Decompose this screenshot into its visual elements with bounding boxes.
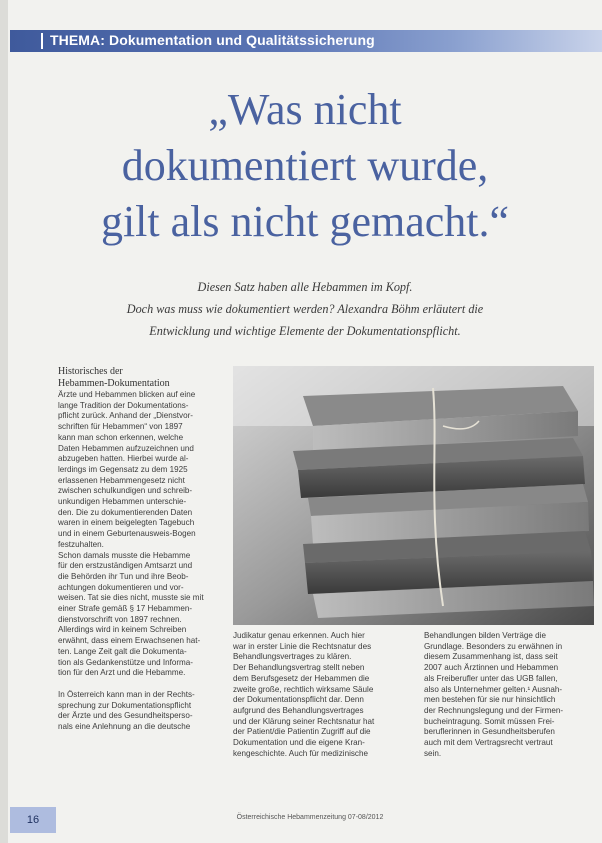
text-line: der Rechnungslegung und der Firmen- xyxy=(424,705,564,715)
text-line: erlassenen Hebammengesetz nicht xyxy=(58,475,185,485)
text-line: weisen. Tat sie dies nicht, musste sie mit xyxy=(58,593,204,603)
text-line: festzuhalten. xyxy=(58,539,104,549)
text-line: Ärzte und Hebammen blicken auf eine xyxy=(58,390,196,399)
text-line: pflicht zurück. Anhand der „Dienstvor- xyxy=(58,411,193,421)
text-line: ten. Lange Zeit galt die Dokumenta- xyxy=(58,646,187,656)
text-line: waren in einem beigelegten Tagebuch xyxy=(58,518,195,528)
text-line: Behandlungsvertrages zu klären. xyxy=(233,652,352,662)
column-3-body xyxy=(424,631,594,759)
text-line: also als Unternehmer gelten.¹ Ausnah- xyxy=(424,684,563,694)
text-line: zwischen schulkundigen und schreib- xyxy=(58,486,193,496)
subheading xyxy=(58,366,228,389)
text-line: Dokumentation und die eigene Kran- xyxy=(233,738,365,748)
text-line: bucheintragung. Somit müssen Frei- xyxy=(424,716,555,726)
text-line: unkundigen Hebammen unterschie- xyxy=(58,497,187,507)
text-line: auch mit dem Vertragsrecht vertraut xyxy=(424,738,553,748)
text-line: war in erster Linie die Rechtsnatur des xyxy=(233,641,372,651)
lead-line-2: Doch was muss wie dokumentiert werden? Alexandra Böhm erläutert die xyxy=(126,302,484,316)
column-1-body xyxy=(58,390,228,679)
headline-line-1: „Was nicht xyxy=(208,85,402,134)
text-line: Daten Hebammen aufzuzeichnen und xyxy=(58,443,194,453)
headline-line-2: dokumentiert wurde, xyxy=(121,141,489,190)
book-stack-illustration xyxy=(233,366,594,625)
text-line: Grundlage. Besonders zu erwähnen in xyxy=(424,641,563,651)
text-line: sein. xyxy=(424,748,442,758)
text-line: der Ärzte und des Gesundheitsperso- xyxy=(58,711,193,721)
article-lead xyxy=(30,276,580,342)
section-header-bar xyxy=(10,30,602,52)
text-line: aufgrund des Behandlungsvertrages xyxy=(233,705,364,715)
article-column-2 xyxy=(233,631,403,759)
text-line: men bestehen für sie nur hinsichtlich xyxy=(424,695,556,705)
section-header-title: THEMA: Dokumentation und Qualitätssicherung xyxy=(50,32,375,48)
text-line: Allerdings wird in keinem Schreiben xyxy=(58,625,187,635)
text-line: diesem Zusammenhang ist, dass seit xyxy=(424,652,558,662)
text-line: schriften für Hebammen“ von 1897 xyxy=(58,422,183,432)
text-line: Der Behandlungsvertrag stellt neben xyxy=(233,663,365,673)
lead-line-1: Diesen Satz haben alle Hebammen im Kopf. xyxy=(197,280,413,294)
lead-line-3: Entwicklung und wichtige Elemente der Dokumentationspflicht. xyxy=(149,324,461,338)
subheading-line-2: Hebammen-Dokumentation xyxy=(58,377,170,389)
text-line: sprechung zur Dokumentationspflicht xyxy=(58,700,192,710)
text-line: Schon damals musste die Hebamme xyxy=(58,550,191,560)
text-line: den. Die zu dokumentierenden Daten xyxy=(58,507,193,517)
text-line: und in einem Geburtenausweis-Bogen xyxy=(58,529,196,539)
text-line: für den erstzuständigen Amtsarzt und xyxy=(58,561,193,571)
text-line: dem Berufsgesetz der Hebammen die xyxy=(233,673,370,683)
text-line: dienstvorschrift von 1897 rechnen. xyxy=(58,614,182,624)
header-accent-tick xyxy=(41,33,43,49)
article-column-1 xyxy=(58,366,228,733)
article-headline xyxy=(20,82,590,250)
publication-footer: Österreichische Hebammenzeitung 07-08/2012 xyxy=(236,814,384,821)
article-column-3 xyxy=(424,631,594,759)
column-2-body xyxy=(233,631,403,759)
text-line: achtungen dokumentieren und vor- xyxy=(58,582,184,592)
text-line: zweite große, rechtlich wirksame Säule xyxy=(233,684,374,694)
text-line: kengeschichte. Auch für medizinische xyxy=(233,748,368,758)
text-line: 2007 auch Ärztinnen und Hebammen xyxy=(424,663,559,673)
paragraph-gap xyxy=(58,679,228,690)
text-line: Judikatur genau erkennen. Auch hier xyxy=(233,631,365,640)
text-line: tion als Gedankenstütze und Informa- xyxy=(58,657,193,667)
page-number: 16 xyxy=(10,807,56,833)
book-stack-photo xyxy=(233,366,594,625)
text-line: kann man schon erkennen, welche xyxy=(58,432,184,442)
headline-line-3: gilt als nicht gemacht.“ xyxy=(100,197,510,246)
text-line: nals eine Anlehnung an die deutsche xyxy=(58,722,191,732)
text-line: Behandlungen bilden Verträge die xyxy=(424,631,546,640)
text-line: einer Strafe gemäß § 17 Hebammen- xyxy=(58,604,193,614)
text-line: lange Tradition der Dokumentations- xyxy=(58,400,189,410)
text-line: lerdings im Gegensatz zu dem 1925 xyxy=(58,464,188,474)
text-line: der Dokumentationspflicht dar. Denn xyxy=(233,695,364,705)
text-line: beruflerinnen in Gesundheitsberufen xyxy=(424,727,555,737)
text-line: und der Klärung seiner Rechtsnatur hat xyxy=(233,716,375,726)
column-1-body-continued xyxy=(58,690,228,733)
text-line: die Behörden ihr Tun und ihre Beob- xyxy=(58,571,189,581)
text-line: als Freiberufler unter das UGB fallen, xyxy=(424,673,558,683)
text-line: der Patient/die Patientin Zugriff auf die xyxy=(233,727,371,737)
page-edge xyxy=(0,0,8,843)
subheading-line-1: Historisches der xyxy=(58,366,123,377)
text-line: abzugeben hatten. Hierbei wurde al- xyxy=(58,454,189,464)
text-line: erwähnt, dass einem Erwachsenen hat- xyxy=(58,636,201,646)
text-line: In Österreich kann man in der Rechts- xyxy=(58,689,195,699)
text-line: tion für den Arzt und die Hebamme. xyxy=(58,668,186,678)
